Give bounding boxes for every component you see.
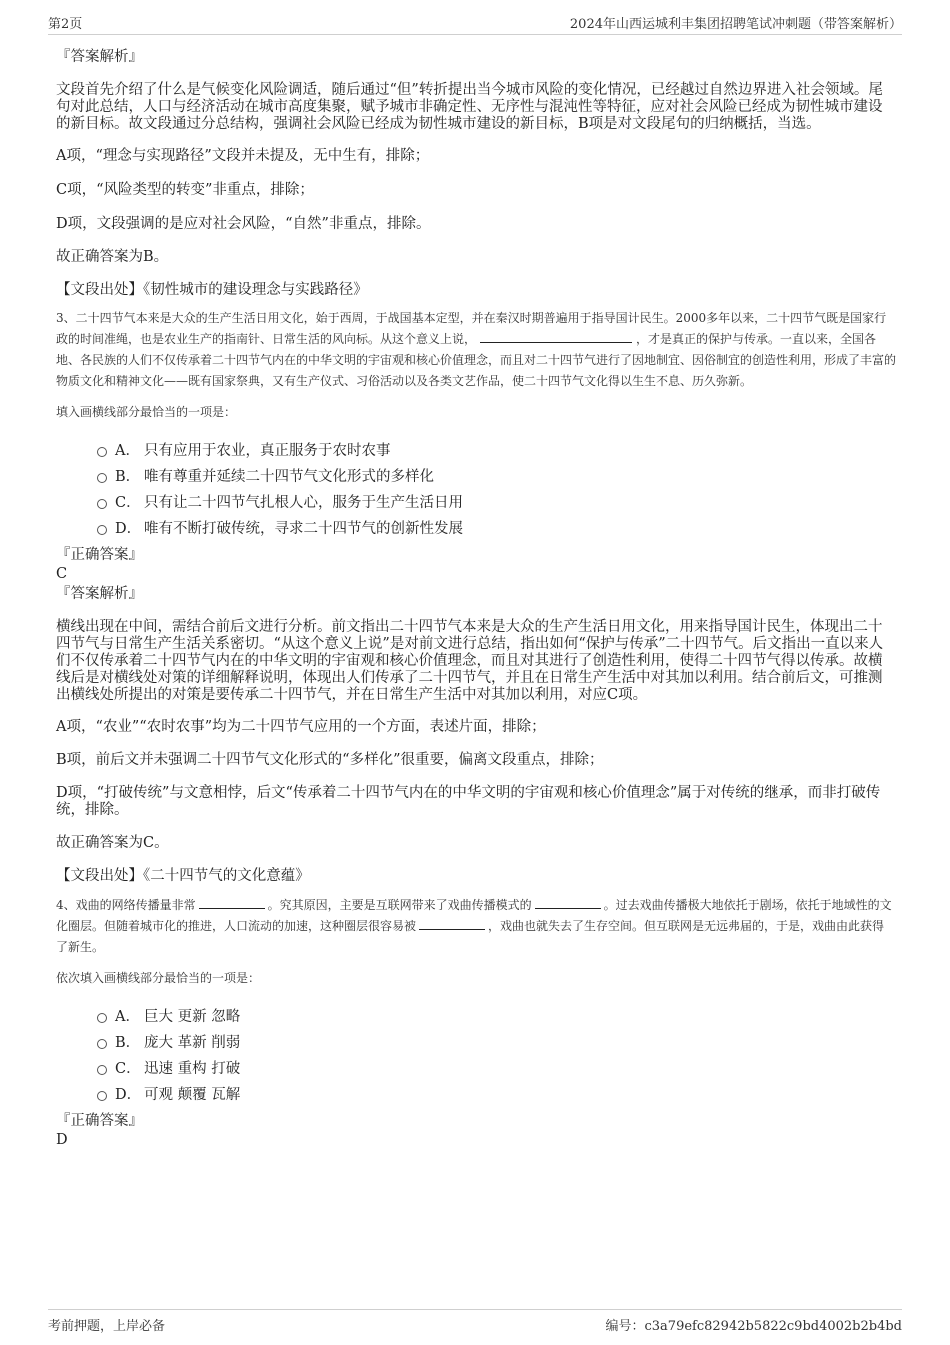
source-citation: 【文段出处】《韧性城市的建设理念与实践路径》 bbox=[56, 282, 368, 298]
radio-icon[interactable] bbox=[97, 525, 107, 535]
footer-slogan: 考前押题，上岸必备 bbox=[48, 1319, 166, 1334]
option-letter: A． bbox=[115, 443, 140, 459]
option-text: 可观 颠覆 瓦解 bbox=[144, 1087, 241, 1103]
option-c[interactable] bbox=[56, 490, 896, 516]
question-stem-part1: 3、二十四节气本来是大众的生产生活日用文化，始于西周，于战国基本定型，并在秦汉时期普遍用于指导国计民生。2000多年以来，二十四节气既是国家行政的时间准绳，也是农业生产的指南针、日常生活的风向标。从这个意义上说， bbox=[56, 311, 887, 346]
option-letter: C． bbox=[115, 495, 141, 511]
fill-blank bbox=[199, 896, 265, 909]
radio-icon[interactable] bbox=[97, 1039, 107, 1049]
option-d-note: D项，文段强调的是应对社会风险，“自然”非重点，排除。 bbox=[56, 216, 431, 232]
option-c[interactable] bbox=[56, 1056, 896, 1082]
option-d[interactable] bbox=[56, 516, 896, 542]
page-footer bbox=[48, 1309, 902, 1334]
option-text: 唯有尊重并延续二十四节气文化形式的多样化 bbox=[144, 469, 434, 485]
answer-value: C bbox=[56, 566, 68, 582]
question-stem-part2: ，才是真正的保护与传承。一直以来，全国各地、各民族的人们不仅传承着二十四节气内在的中华文明的宇宙观和核心价值理念，而且对二十四节气进行了因地制宜、因俗制宜的创造性利用，形成了丰富的物质文化和精神文化——既有国家祭典，又有生产仪式、习俗活动以及各类文艺作品，使二十四节气文化得以生生不息、历久弥新。 bbox=[56, 332, 897, 388]
option-d-note: D项，“打破传统”与文意相悖，后文“传承着二十四节气内在的中华文明的宇宙观和核心价值理念”属于对传统的继承，而非打破传统，排除。 bbox=[56, 785, 881, 818]
option-a[interactable] bbox=[56, 438, 896, 464]
radio-icon[interactable] bbox=[97, 1065, 107, 1075]
options-list bbox=[56, 438, 896, 542]
radio-icon[interactable] bbox=[97, 1091, 107, 1101]
option-b[interactable] bbox=[56, 464, 896, 490]
page-header bbox=[48, 10, 902, 35]
option-letter: B． bbox=[115, 1035, 141, 1051]
question-stem-part4: ，戏曲也就失去了生存空间。但互联网是无远弗届的，于是，戏曲由此获得了新生。 bbox=[56, 919, 885, 954]
conclusion: 故正确答案为B。 bbox=[56, 249, 169, 265]
option-a[interactable] bbox=[56, 1004, 896, 1030]
radio-icon[interactable] bbox=[97, 473, 107, 483]
option-c-note: C项，“风险类型的转变”非重点，排除； bbox=[56, 182, 314, 198]
analysis-text: 文段首先介绍了什么是气候变化风险调适，随后通过“但”转折提出当今城市风险的变化情况，已经越过自然边界进入社会领域。尾句对此总结，人口与经济活动在城市高度集聚，赋予城市非确定性、无序性与混沌性等特征，应对社会风险已经成为韧性城市建设的新目标。故文段通过分总结构，强调社会风险已经成为韧性城市建设的新目标，B项是对文段尾句的归纳概括，当选。 bbox=[56, 82, 883, 132]
answer-value: D bbox=[56, 1132, 68, 1148]
answer-label: 『正确答案』 bbox=[56, 1113, 143, 1129]
question-stem-part1: 4、戏曲的网络传播量非常 bbox=[56, 898, 196, 912]
document-id: 编号：c3a79efc82942b5822c9bd4002b2b4bd bbox=[605, 1319, 902, 1334]
fill-blank bbox=[535, 896, 601, 909]
option-letter: D． bbox=[115, 521, 142, 537]
option-text: 只有应用于农业，真正服务于农时农事 bbox=[144, 443, 391, 459]
document-title: 2024年山西运城利丰集团招聘笔试冲刺题（带答案解析） bbox=[569, 17, 902, 32]
page-number: 第2页 bbox=[48, 17, 83, 32]
radio-icon[interactable] bbox=[97, 1013, 107, 1023]
answer-label: 『正确答案』 bbox=[56, 547, 143, 563]
radio-icon[interactable] bbox=[97, 499, 107, 509]
question-prompt: 依次填入画横线部分最恰当的一项是： bbox=[56, 971, 261, 985]
option-d[interactable] bbox=[56, 1082, 896, 1108]
option-letter: B． bbox=[115, 469, 141, 485]
option-text: 庞大 革新 削弱 bbox=[144, 1035, 241, 1051]
question-prompt: 填入画横线部分最恰当的一项是： bbox=[56, 405, 237, 419]
option-b[interactable] bbox=[56, 1030, 896, 1056]
page-content bbox=[56, 40, 896, 1149]
question-stem bbox=[56, 308, 896, 392]
source-citation: 【文段出处】《二十四节气的文化意蕴》 bbox=[56, 868, 310, 884]
question-stem-part2: 。究其原因，主要是互联网带来了戏曲传播模式的 bbox=[267, 898, 532, 912]
question-stem-part3: 。过去戏曲传播极大地依托于剧场，依托于地域性的文化圈层。但随着城市化的推进，人口流动的加速，这种圈层很容易被 bbox=[56, 898, 892, 933]
analysis-text: 横线出现在中间，需结合前后文进行分析。前文指出二十四节气本来是大众的生产生活日用文化，用来指导国计民生，体现出二十四节气与日常生产生活关系密切。“从这个意义上说”是对前文进行总结，指出如何“保护与传承”二十四节气。后文指出一直以来人们不仅传承着二十四节气内在的中华文明的宇宙观和核心价值理念，而且对其进行了创造性利用，使得二十四节气得以传承。故横线后是对横线处对策的详细解释说明，体现出人们传承了二十四节气，并且在日常生产生活中对其加以利用。结合前后文，可推测出横线处所提出的对策是要传承二十四节气，并在日常生产生活中对其加以利用，对应C项。 bbox=[56, 619, 884, 703]
option-text: 只有让二十四节气扎根人心，服务于生产生活日用 bbox=[144, 495, 463, 511]
radio-icon[interactable] bbox=[97, 447, 107, 457]
fill-blank bbox=[419, 917, 485, 930]
option-a-note: A项，“理念与实现路径”文段并未提及，无中生有，排除； bbox=[56, 148, 430, 164]
option-b-note: B项，前后文并未强调二十四节气文化形式的“多样化”很重要，偏离文段重点，排除； bbox=[56, 752, 604, 768]
option-letter: C． bbox=[115, 1061, 141, 1077]
analysis-label: 『答案解析』 bbox=[56, 586, 143, 602]
option-text: 巨大 更新 忽略 bbox=[144, 1009, 241, 1025]
question-stem bbox=[56, 895, 896, 958]
option-a-note: A项，“农业”“农时农事”均为二十四节气应用的一个方面，表述片面，排除； bbox=[56, 719, 546, 735]
option-text: 唯有不断打破传统，寻求二十四节气的创新性发展 bbox=[144, 521, 463, 537]
option-text: 迅速 重构 打破 bbox=[144, 1061, 241, 1077]
options-list bbox=[56, 1004, 896, 1108]
option-letter: A． bbox=[115, 1009, 140, 1025]
conclusion: 故正确答案为C。 bbox=[56, 835, 169, 851]
option-letter: D． bbox=[115, 1087, 142, 1103]
fill-blank bbox=[480, 330, 632, 343]
analysis-label: 『答案解析』 bbox=[56, 49, 143, 65]
